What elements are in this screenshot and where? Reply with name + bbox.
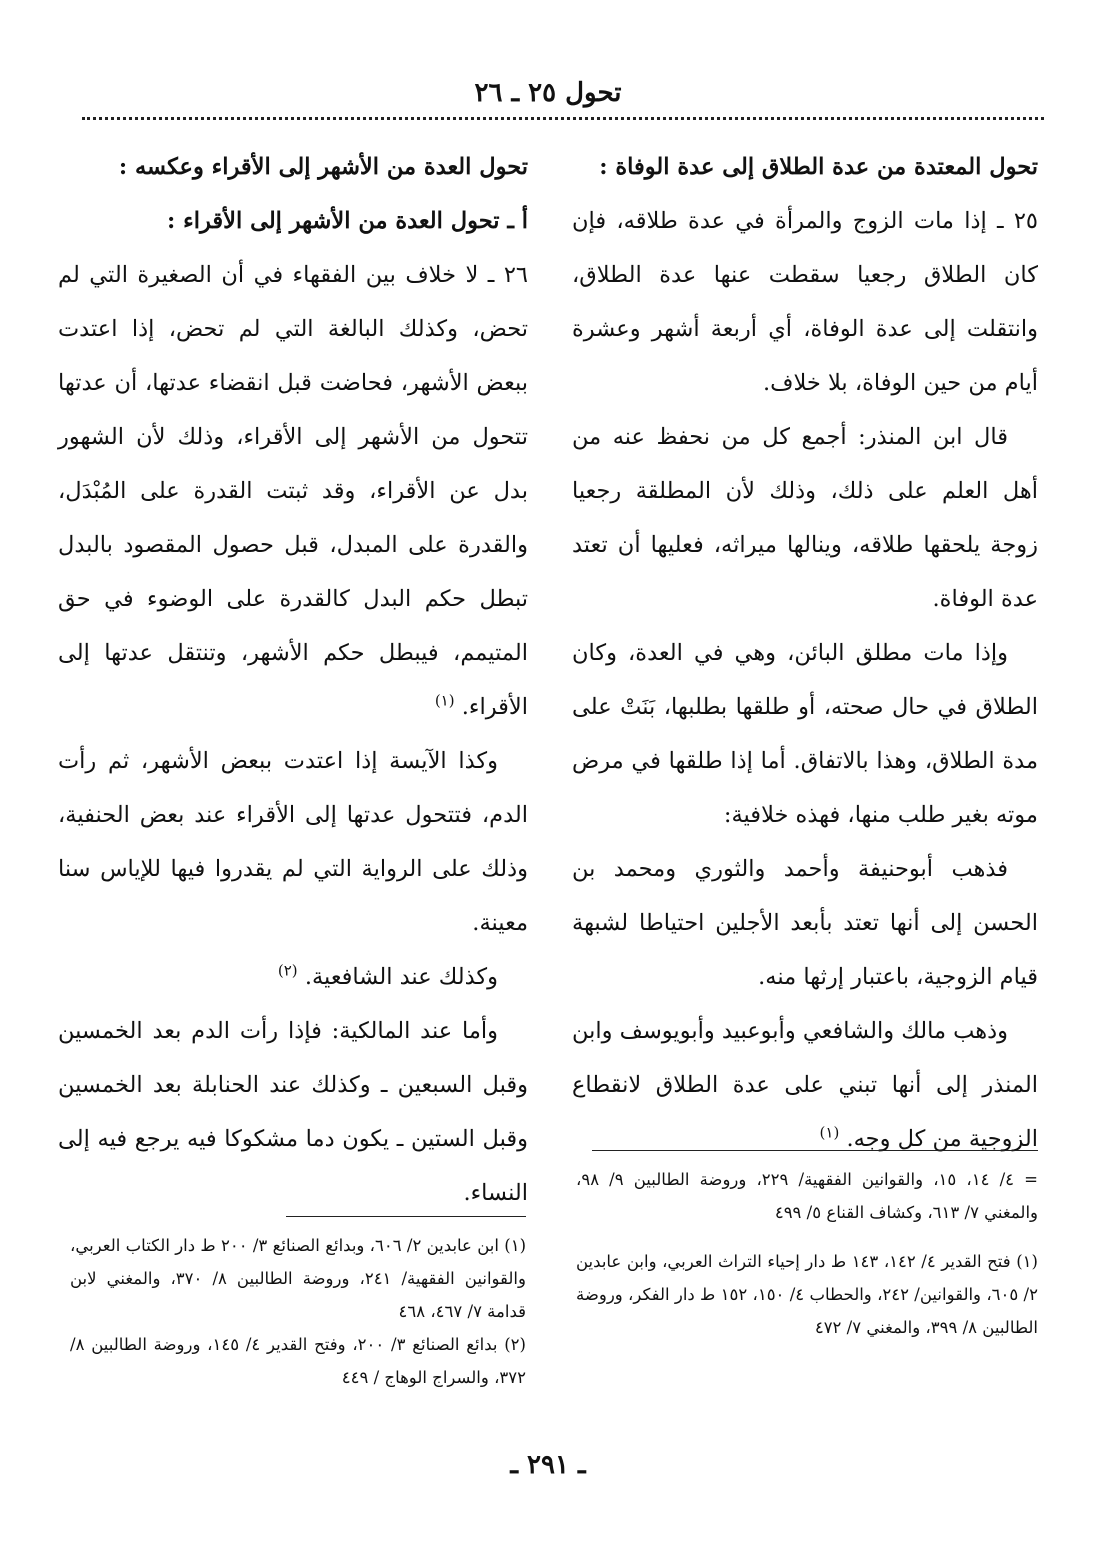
section-heading: تحول العدة من الأشهر إلى الأقراء وعكسه : [118, 154, 528, 180]
paragraph [572, 1004, 1038, 1166]
section-heading: تحول المعتدة من عدة الطلاق إلى عدة الوفاة : [599, 154, 1038, 180]
paragraph: فذهب أبوحنيفة وأحمد والثوري ومحمد بن الحسن إلى أنها تعتد بأبعد الأجلين احتياطا لشبهة قيام الزوجية، باعتبار إرثها منه. [572, 856, 1038, 990]
paragraph: وكذا الآيسة إذا اعتدت ببعض الأشهر، ثم رأت الدم، فتتحول عدتها إلى الأقراء عند بعض الحنفية، وذلك على الرواية التي لم يقدروا فيها للإياس سنا معينة. [58, 748, 528, 936]
footnote-ref: (١) [434, 691, 455, 710]
paragraph-text: وكذلك عند الشافعية. [304, 964, 498, 990]
paragraph [58, 950, 528, 1004]
page-number: ـ ٢٩١ ـ [510, 1450, 586, 1480]
footnote-divider [286, 1216, 526, 1217]
footnote-divider [592, 1150, 1038, 1151]
paragraph-text: وذهب مالك والشافعي وأبوعبيد وأبويوسف وابن المنذر إلى أنها تبني على عدة الطلاق لانقطاع الزوجية من كل وجه. [572, 1018, 1038, 1152]
paragraph: وأما عند المالكية: فإذا رأت الدم بعد الخمسين وقبل السبعين ـ وكذلك عند الحنابلة بعد الخمسين وقبل الستين ـ يكون دما مشكوكا فيه يرجع فيه إلى النساء. [58, 1018, 528, 1206]
subsection-heading: أ ـ تحول العدة من الأشهر إلى الأقراء : [167, 208, 528, 234]
footnote-ref: (١) [819, 1123, 840, 1142]
footnote: = ٤/ ١٤، ١٥، والقوانين الفقهية/ ٢٢٩، وروضة الطالبين ٩/ ٩٨، والمغني ٧/ ٦١٣، وكشاف القناع ٥/ ٤٩٩ [576, 1170, 1038, 1222]
footnotes-right [576, 1150, 1038, 1344]
footnote: (١) ابن عابدين ٢/ ٦٠٦، وبدائع الصنائع ٣/ ٢٠٠ ط دار الكتاب العربي، والقوانين الفقهية/ ٢٤١، وروضة الطالبين ٨/ ٣٧٠، والمغني لابن قدامة ٧/ ٤٦٧، ٤٦٨ [70, 1236, 526, 1321]
paragraph-text: ٢٦ ـ لا خلاف بين الفقهاء في أن الصغيرة التي لم تحض، وكذلك البالغة التي لم تحض، إذا اعتدت ببعض الأشهر، فحاضت قبل انقضاء عدتها، أن عدتها تتحول من الأشهر إلى الأقراء، وذلك لأن الشهور بدل عن الأقراء، وقد ثبتت القدرة على المُبْدَل، والقدرة على المبدل، قبل حصول المقصود بالبدل تبطل حكم البدل كالقدرة على الوضوء في حق المتيمم، فيبطل حكم الأشهر، وتنتقل عدتها إلى الأقراء. [58, 262, 528, 720]
footnote-ref: (٢) [277, 961, 298, 980]
header-dotted-rule [82, 117, 1044, 120]
footnotes-left [70, 1216, 526, 1394]
right-column [572, 140, 1038, 1166]
footnote: (٢) بدائع الصنائع ٣/ ٢٠٠، وفتح القدير ٤/ ١٤٥، وروضة الطالبين ٨/ ٣٧٢، والسراج الوهاج / ٤٤٩ [70, 1335, 526, 1387]
footnote: (١) فتح القدير ٤/ ١٤٢، ١٤٣ ط دار إحياء التراث العربي، وابن عابدين ٢/ ٦٠٥، والقوانين/ ٢٤٢، والحطاب ٤/ ١٥٠، ١٥٢ ط دار الفكر، وروضة الطالبين ٨/ ٣٩٩، والمغني ٧/ ٤٧٢ [576, 1252, 1038, 1337]
paragraph [58, 248, 528, 734]
running-head: تحول ٢٥ ـ ٢٦ [474, 78, 622, 108]
paragraph: ٢٥ ـ إذا مات الزوج والمرأة في عدة طلاقه، فإن كان الطلاق رجعيا سقطت عنها عدة الطلاق، وانتقلت إلى عدة الوفاة، أي أربعة أشهر وعشرة أيام من حين الوفاة، بلا خلاف. [572, 208, 1038, 396]
paragraph: وإذا مات مطلق البائن، وهي في العدة، وكان الطلاق في حال صحته، أو طلقها بطلبها، بَنَتْ على مدة الطلاق، وهذا بالاتفاق. أما إذا طلقها في مرض موته بغير طلب منها، فهذه خلافية: [572, 640, 1038, 828]
paragraph: قال ابن المنذر: أجمع كل من نحفظ عنه من أهل العلم على ذلك، وذلك لأن المطلقة رجعيا زوجة يلحقها طلاقه، وينالها ميراثه، فعليها أن تعتد عدة الوفاة. [572, 424, 1038, 612]
left-column [58, 140, 528, 1220]
